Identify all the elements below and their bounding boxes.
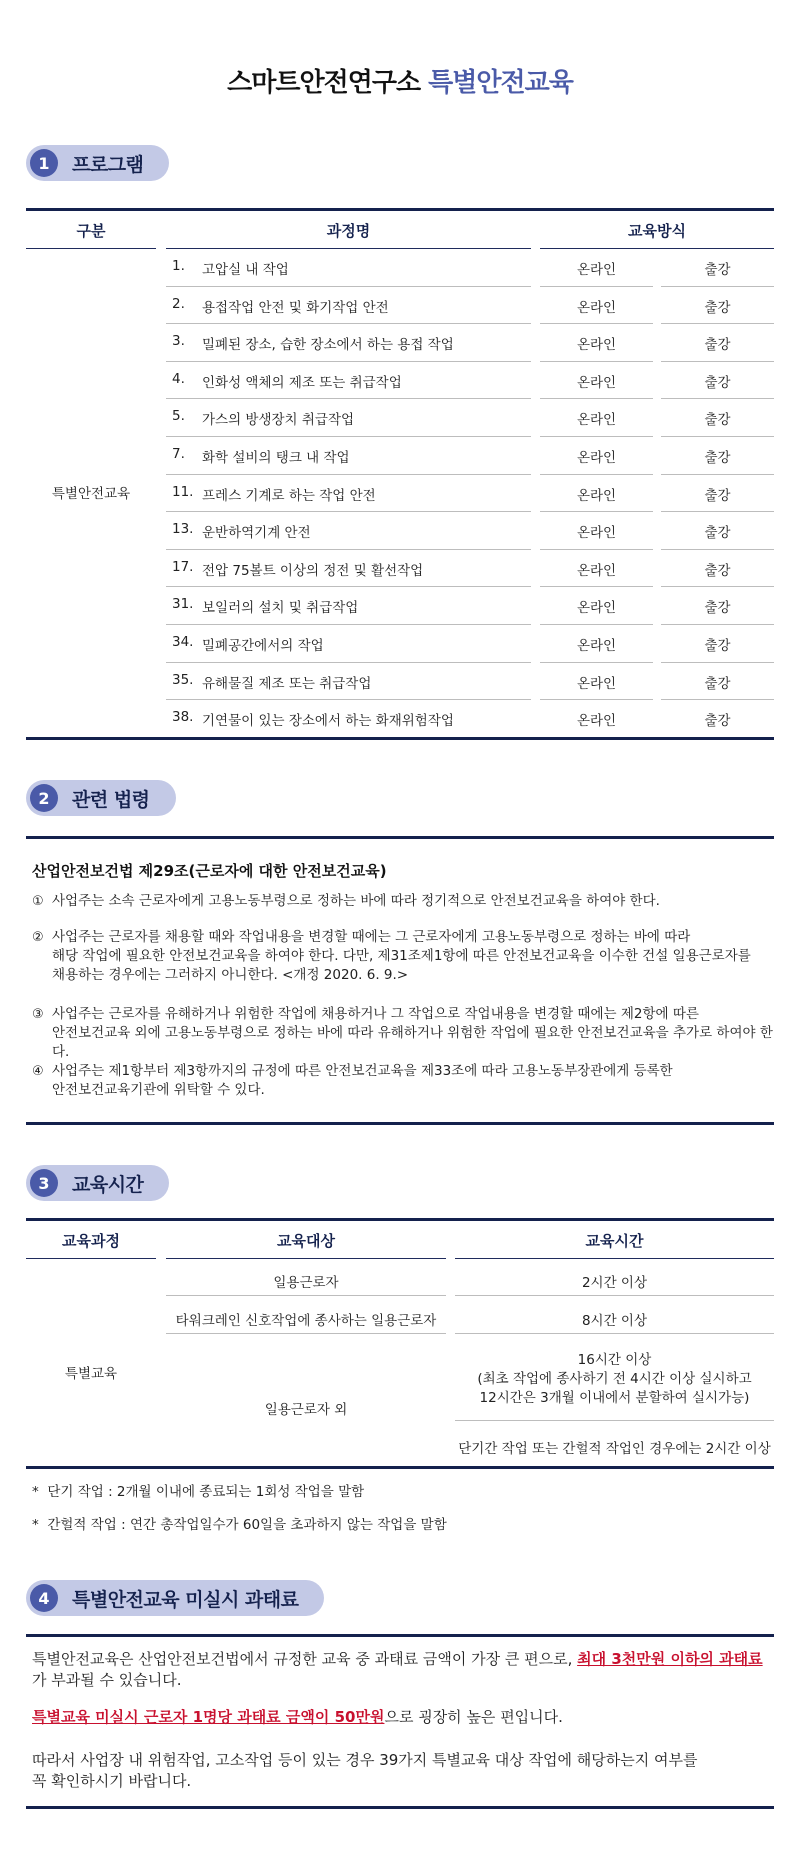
section-header-hours — [26, 1165, 169, 1201]
program-row-divider — [166, 624, 531, 625]
hours-header-underline — [26, 1258, 156, 1259]
course-name: 고압실 내 작업 — [202, 262, 289, 278]
course-name: 화학 설비의 탱크 내 작업 — [202, 450, 350, 466]
law-item-mark: ① — [32, 894, 44, 909]
course-name: 용접작업 안전 및 화기작업 안전 — [202, 299, 389, 316]
hours-header-target: 교육대상 — [277, 1232, 335, 1250]
hours-other-time-line: 12시간은 3개월 이내에서 분할하여 실시가능) — [479, 1390, 750, 1406]
method-online: 온라인 — [576, 299, 617, 316]
method-online: 온라인 — [576, 675, 617, 692]
method-online: 온라인 — [576, 262, 617, 278]
hours-header-underline — [166, 1258, 446, 1259]
program-header-underline — [540, 248, 774, 249]
program-row-divider — [540, 398, 653, 399]
course-name: 유해물질 제조 또는 취급작업 — [202, 675, 372, 692]
course-number: 17. — [172, 558, 194, 575]
page-title-main: 스마트안전연구소 — [227, 68, 421, 98]
law-item — [32, 928, 782, 985]
course-number: 2. — [172, 295, 185, 312]
program-row-divider — [166, 436, 531, 437]
program-row-divider — [661, 624, 774, 625]
method-offline: 출강 — [704, 337, 731, 354]
hours-other-target: 일용근로자 외 — [264, 1402, 348, 1418]
method-offline: 출강 — [704, 374, 731, 391]
method-offline: 출강 — [704, 487, 731, 504]
hours-short-time: 단기간 작업 또는 간헐적 작업인 경우에는 2시간 이상 — [458, 1441, 771, 1457]
method-online: 온라인 — [576, 450, 617, 466]
law-item-mark: ② — [32, 930, 44, 945]
program-row-divider — [166, 323, 531, 324]
hours-time: 8시간 이상 — [581, 1313, 648, 1329]
penalty-highlight: 최대 3천만원 이하의 과태료 — [577, 1650, 763, 1668]
section-number: 1 — [30, 149, 58, 177]
course-number: 1. — [172, 258, 185, 274]
law-bottom-border — [26, 1122, 774, 1125]
method-offline: 출강 — [704, 262, 731, 278]
hours-target: 타워크레인 신호작업에 종사하는 일용근로자 — [175, 1313, 437, 1329]
page-title — [0, 62, 800, 99]
method-offline: 출강 — [704, 638, 731, 654]
method-offline: 출강 — [704, 713, 731, 730]
section-number: 4 — [30, 1584, 58, 1612]
program-row-divider — [166, 699, 531, 700]
course-name: 밀폐된 장소, 습한 장소에서 하는 용접 작업 — [202, 337, 454, 354]
program-row-divider — [540, 549, 653, 550]
program-category: 특별안전교육 — [51, 486, 131, 502]
method-online: 온라인 — [576, 337, 617, 354]
method-offline: 출강 — [704, 562, 731, 579]
program-row-divider — [166, 474, 531, 475]
law-item-text: 사업주는 제1항부터 제3항까지의 규정에 따른 안전보건교육을 제33조에 따라 고용노동부장관에게 등록한 안전보건교육기관에 위탁할 수 있다. — [52, 1063, 673, 1098]
course-name: 인화성 액체의 제조 또는 취급작업 — [202, 374, 402, 391]
method-online: 온라인 — [576, 487, 617, 504]
hours-row-divider — [455, 1420, 774, 1421]
hours-row-divider — [166, 1295, 446, 1296]
method-online: 온라인 — [576, 562, 617, 579]
program-row-divider — [661, 549, 774, 550]
program-row-divider — [540, 436, 653, 437]
hours-time: 2시간 이상 — [581, 1275, 648, 1291]
law-item-text: 사업주는 소속 근로자에게 고용노동부령으로 정하는 바에 따라 정기적으로 안전보건교육을 하여야 한다. — [52, 893, 660, 909]
program-row-divider — [166, 549, 531, 550]
method-offline: 출강 — [704, 412, 731, 429]
page-title-highlight: 특별안전교육 — [428, 68, 573, 98]
method-online: 온라인 — [576, 713, 617, 730]
program-row-divider — [661, 361, 774, 362]
law-item — [32, 1005, 782, 1062]
course-number: 31. — [172, 596, 194, 613]
program-row-divider — [661, 511, 774, 512]
program-row-divider — [540, 361, 653, 362]
course-name: 전압 75볼트 이상의 정전 및 활선작업 — [202, 562, 424, 579]
law-title: 산업안전보건법 제29조(근로자에 대한 안전보건교육) — [32, 862, 387, 880]
hours-target: 일용근로자 — [273, 1275, 339, 1291]
note-mark: * — [32, 1484, 39, 1500]
penalty-text: 가 부과될 수 있습니다. — [32, 1671, 182, 1689]
section-header-program — [26, 145, 169, 181]
program-row-divider — [166, 511, 531, 512]
program-row-divider — [661, 286, 774, 287]
hours-other-time-line: 16시간 이상 — [577, 1352, 652, 1368]
program-row-divider — [540, 286, 653, 287]
law-item-mark: ④ — [32, 1064, 44, 1079]
hours-table-top-border — [26, 1218, 774, 1221]
section-number: 2 — [30, 784, 58, 812]
law-item-mark: ③ — [32, 1007, 44, 1022]
hours-other-time — [455, 1351, 774, 1408]
method-online: 온라인 — [576, 412, 617, 429]
course-number: 35. — [172, 671, 194, 688]
law-item — [32, 892, 782, 911]
program-row-divider — [661, 436, 774, 437]
program-row-divider — [661, 586, 774, 587]
law-item-text: 사업주는 근로자를 채용할 때와 작업내용을 변경할 때에는 그 근로자에게 고용노동부령으로 정하는 바에 따라 해당 작업에 필요한 안전보건교육을 하여야 한다. 다만, 제31조제1항에 따른 안전보건교육을 이수한 건설 일용근로자를 채용하는 경우에는 그러하지 아니한다. <개정 2020. 6. 9.> — [52, 929, 751, 983]
program-row-divider — [540, 586, 653, 587]
program-row-divider — [540, 699, 653, 700]
section-title: 프로그램 — [72, 153, 144, 176]
method-offline: 출강 — [704, 600, 731, 617]
program-row-divider — [540, 624, 653, 625]
course-name: 밀폐공간에서의 작업 — [202, 638, 324, 654]
hours-header-course: 교육과정 — [62, 1232, 120, 1250]
course-name: 기연물이 있는 장소에서 하는 화재위험작업 — [202, 713, 454, 730]
hours-row-divider — [455, 1295, 774, 1296]
hours-header-underline — [455, 1258, 774, 1259]
program-row-divider — [166, 586, 531, 587]
method-offline: 출강 — [704, 525, 731, 542]
program-row-divider — [661, 474, 774, 475]
section-number: 3 — [30, 1169, 58, 1197]
hours-header-time: 교육시간 — [585, 1232, 644, 1250]
hours-note — [32, 1513, 447, 1533]
penalty-top-border — [26, 1634, 774, 1637]
course-number: 13. — [172, 521, 194, 538]
program-header-underline — [26, 248, 156, 249]
method-online: 온라인 — [576, 374, 617, 391]
law-item — [32, 1062, 782, 1100]
program-row-divider — [661, 662, 774, 663]
section-header-law — [26, 780, 176, 816]
program-row-divider — [166, 662, 531, 663]
program-row-divider — [540, 323, 653, 324]
program-header-category: 구분 — [76, 222, 106, 240]
hours-table-bottom-border — [26, 1466, 774, 1469]
section-title: 특별안전교육 미실시 과태료 — [72, 1588, 299, 1611]
course-number: 3. — [172, 333, 185, 350]
course-number: 11. — [172, 483, 194, 500]
penalty-paragraph-2 — [32, 1707, 777, 1728]
law-item-text: 사업주는 근로자를 유해하거나 위험한 작업에 채용하거나 그 작업으로 작업내용을 변경할 때에는 제2항에 따른 안전보건교육 외에 고용노동부령으로 정하는 바에 따라 유해하거나 위험한 작업에 필요한 안전보건교육을 추가로 하여야 한다. — [52, 1006, 773, 1060]
program-header-underline — [166, 248, 531, 249]
law-top-border — [26, 836, 774, 839]
penalty-paragraph-3: 따라서 사업장 내 위험작업, 고소작업 등이 있는 경우 39가지 특별교육 대상 작업에 해당하는지 여부를 꼭 확인하시기 바랍니다. — [32, 1751, 698, 1790]
course-name: 보일러의 설치 및 취급작업 — [202, 600, 359, 617]
course-name: 가스의 방생장치 취급작업 — [202, 412, 355, 429]
penalty-text: 특별안전교육은 산업안전보건법에서 규정한 교육 중 과태료 금액이 가장 큰 편으로, — [32, 1650, 578, 1668]
course-name: 운반하역기계 안전 — [202, 525, 311, 542]
penalty-paragraph-1 — [32, 1649, 777, 1691]
hours-other-time-line: (최초 작업에 종사하기 전 4시간 이상 실시하고 — [477, 1371, 752, 1387]
program-table-bottom-border — [26, 737, 774, 740]
method-offline: 출강 — [704, 675, 731, 692]
course-number: 4. — [172, 370, 185, 387]
hours-note — [32, 1480, 364, 1500]
method-online: 온라인 — [576, 600, 617, 617]
program-row-divider — [661, 699, 774, 700]
program-row-divider — [540, 474, 653, 475]
course-number: 5. — [172, 408, 185, 425]
program-row-divider — [166, 286, 531, 287]
program-table-top-border — [26, 208, 774, 211]
note-mark: * — [32, 1517, 39, 1533]
program-row-divider — [540, 511, 653, 512]
penalty-text: 으로 굉장히 높은 편입니다. — [384, 1708, 563, 1726]
program-row-divider — [540, 662, 653, 663]
program-row-divider — [661, 398, 774, 399]
method-online: 온라인 — [576, 525, 617, 542]
section-title: 관련 법령 — [72, 788, 150, 811]
course-name: 프레스 기계로 하는 작업 안전 — [202, 487, 376, 504]
hours-row-divider — [166, 1333, 446, 1334]
note-text: 단기 작업 : 2개월 이내에 종료되는 1회성 작업을 말함 — [47, 1484, 365, 1500]
note-text: 간헐적 작업 : 연간 총작업일수가 60일을 초과하지 않는 작업을 말함 — [47, 1517, 447, 1533]
penalty-bottom-border — [26, 1806, 774, 1809]
method-online: 온라인 — [576, 638, 617, 654]
program-header-course: 과정명 — [326, 222, 371, 240]
penalty-highlight: 특별교육 미실시 근로자 1명당 과태료 금액이 50만원 — [32, 1708, 385, 1726]
method-offline: 출강 — [704, 299, 731, 316]
section-title: 교육시간 — [72, 1173, 144, 1196]
program-row-divider — [166, 361, 531, 362]
program-header-method: 교육방식 — [628, 222, 686, 240]
hours-row-divider — [455, 1333, 774, 1334]
method-offline: 출강 — [704, 450, 731, 466]
course-number: 7. — [172, 446, 185, 462]
section-header-penalty — [26, 1580, 324, 1616]
hours-course: 특별교육 — [64, 1366, 118, 1382]
program-row-divider — [166, 398, 531, 399]
program-row-divider — [661, 323, 774, 324]
course-number: 34. — [172, 634, 194, 650]
course-number: 38. — [172, 709, 194, 726]
